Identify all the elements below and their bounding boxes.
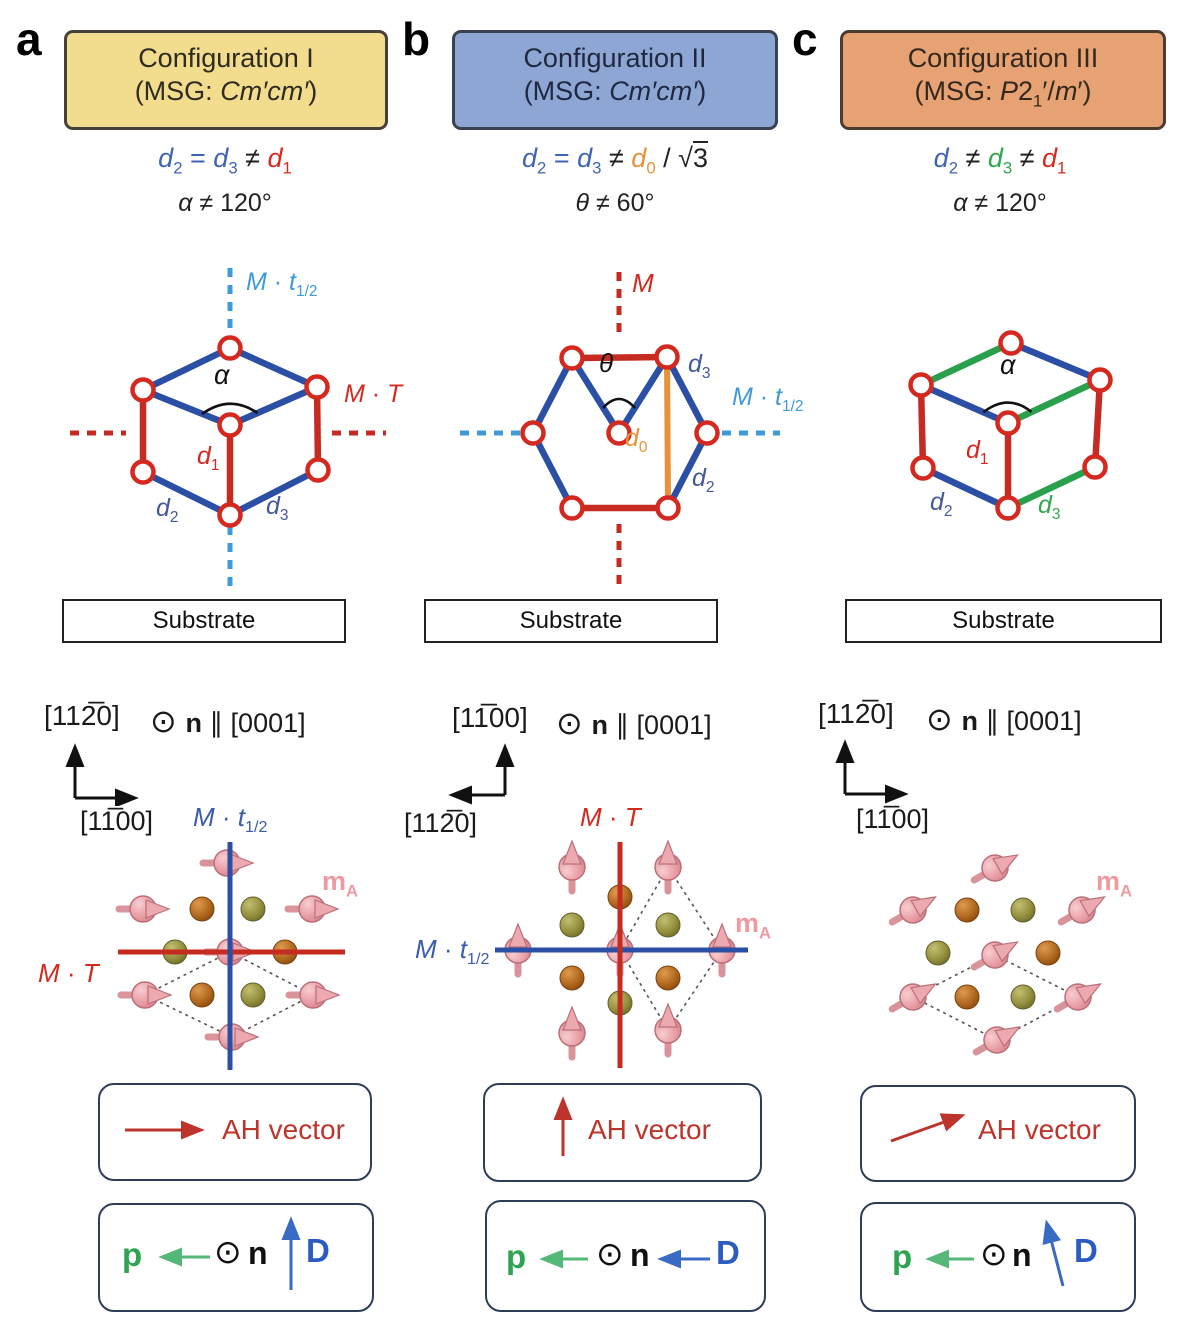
- structure-mirror-h-label-a: M · T: [38, 958, 99, 988]
- axis-up-label-c: [112̅0]: [818, 698, 894, 729]
- axis-side-label-a: [11̅00]: [80, 806, 154, 836]
- axis-side-label-c: [11̅00]: [856, 804, 930, 834]
- mirror-time-label-a: M · T: [344, 380, 403, 408]
- moment-label-c: $m_A$: [1096, 866, 1133, 901]
- d3-label-b: $d_3$: [688, 350, 711, 382]
- pink-atom-with-spin: [559, 841, 585, 891]
- atoms-layer: [886, 845, 1111, 1063]
- brown-atom: [1036, 941, 1060, 965]
- lattice-diagram-c: [830, 285, 1170, 545]
- pink-atom-with-spin: [970, 1016, 1026, 1064]
- olive-atom: [241, 983, 265, 1007]
- d2-label-a: $d_2$: [156, 494, 179, 526]
- axis-arrows-b: [440, 738, 525, 808]
- config-header-a: [64, 30, 388, 130]
- structure-mirror-v-label-b: M · T: [580, 802, 641, 832]
- pink-atom-with-spin: [886, 973, 942, 1021]
- olive-atom: [1011, 985, 1035, 1009]
- axis-arrows-a: [58, 736, 148, 806]
- config-title-a: Configuration I: [138, 43, 314, 73]
- pink-atom-with-spin: [121, 982, 171, 1008]
- d2-label-b: $d_2$: [692, 464, 715, 496]
- odot-icon: ⊙: [214, 1233, 242, 1270]
- olive-atom: [241, 897, 265, 921]
- structure-mirror-h-label-b: $M \cdot t_{1/2}$: [415, 934, 490, 969]
- axis-up-label-b: [11̅00]: [452, 702, 528, 733]
- atomic-structure-b: [480, 840, 760, 1075]
- pink-atom-with-spin: [655, 1004, 681, 1054]
- pink-atom-with-spin: [119, 896, 169, 922]
- d1-label-a: $d_1$: [197, 442, 220, 474]
- alpha-label-a: α: [214, 360, 230, 390]
- moment-label-a: $m_A$: [322, 866, 359, 901]
- theta-angle-arc: [603, 399, 635, 408]
- brown-atom: [955, 985, 979, 1009]
- olive-atom: [560, 913, 584, 937]
- panel-letter-c: c: [792, 13, 818, 65]
- ah-vector-label-b: AH vector: [588, 1114, 711, 1145]
- olive-atom: [1011, 898, 1035, 922]
- bond-relation-b: $d_2 = d_3 \ne d_0 / √3$: [521, 143, 708, 178]
- p-arrow-left-icon: [920, 1248, 978, 1270]
- surface-normal-label-a: ⊙ n ∥ [0001]: [150, 703, 306, 739]
- config-title-c: Configuration III: [907, 43, 1099, 73]
- pink-atom-with-spin: [288, 896, 338, 922]
- pink-atom-with-spin: [886, 886, 942, 934]
- mirror-translation-label-b: $M \cdot t_{1/2}$: [732, 383, 804, 415]
- alpha-label-c: α: [1000, 350, 1016, 380]
- odot-icon: ⊙: [980, 1235, 1008, 1272]
- bond-relation-c: $d_2 \ne d_3 \ne d_1$: [933, 143, 1067, 178]
- d1-label-c: $d_1$: [966, 436, 989, 468]
- config-msg-c: (MSG: $P2_1'/m'$): [914, 75, 1092, 111]
- axis-up-label-a: [112̅0]: [44, 700, 120, 731]
- surface-normal-label-c: ⊙ n ∥ [0001]: [926, 701, 1082, 737]
- normal-label-a: n: [248, 1235, 268, 1271]
- lattice-diagram-b: [430, 262, 800, 592]
- pink-atom-with-spin: [559, 1007, 585, 1057]
- d0-label-b: $d_0$: [625, 424, 648, 456]
- angle-relation-b: θ ≠ 60°: [575, 189, 655, 217]
- structure-mirror-v-label-a: $M \cdot t_{1/2}$: [193, 802, 268, 837]
- d3-label-a: $d_3$: [266, 492, 289, 524]
- p-arrow-left-icon: [534, 1248, 592, 1270]
- normal-label-b: n: [630, 1237, 650, 1273]
- displacement-label-a: D: [306, 1232, 330, 1269]
- polarization-label-b: p: [506, 1238, 527, 1275]
- ah-arrow-diagonal-icon: [885, 1103, 975, 1147]
- displacement-label-b: D: [716, 1234, 740, 1271]
- odot-icon: ⊙: [596, 1235, 624, 1272]
- pink-atom-with-spin: [968, 845, 1024, 891]
- config-header-c: [840, 30, 1166, 130]
- theta-label-b: θ: [599, 348, 614, 378]
- d2-label-c: $d_2$: [930, 488, 953, 520]
- d-arrow-up-icon: [274, 1210, 308, 1298]
- angle-relation-c: α ≠ 120°: [953, 189, 1047, 217]
- substrate-box-c: Substrate: [845, 599, 1162, 643]
- moment-label-b: $m_A$: [735, 908, 772, 943]
- d-arrow-left-icon: [652, 1248, 714, 1270]
- angle-relation-a: α ≠ 120°: [178, 189, 272, 217]
- brown-atom: [955, 898, 979, 922]
- panel-letter-a: a: [16, 13, 42, 65]
- pink-atom-with-spin: [968, 931, 1024, 979]
- polarization-label-c: p: [892, 1238, 913, 1275]
- d-arrow-up-left-icon: [1032, 1212, 1078, 1294]
- polarization-label-a: p: [122, 1236, 143, 1273]
- p-arrow-left-icon: [152, 1246, 214, 1268]
- ah-arrow-up-icon: [548, 1092, 578, 1164]
- config-title-b: Configuration II: [523, 43, 707, 73]
- substrate-box-a: Substrate: [62, 599, 346, 643]
- d3-label-c: $d_3$: [1038, 491, 1061, 523]
- mirror-label-b: M: [632, 268, 654, 298]
- panel-letter-b: b: [402, 13, 431, 65]
- lattice-diagram-a: [40, 262, 410, 592]
- config-msg-b: (MSG: Cm′cm′): [523, 75, 707, 106]
- surface-normal-label-b: ⊙ n ∥ [0001]: [556, 705, 712, 741]
- brown-atom: [190, 897, 214, 921]
- displacement-label-c: D: [1074, 1232, 1098, 1269]
- bond-relation-a: $d_2 = d_3 \ne d_1$: [158, 143, 292, 178]
- brown-atom: [190, 983, 214, 1007]
- ah-arrow-right-icon: [120, 1116, 215, 1144]
- config-header-b: [452, 30, 778, 130]
- mirror-translation-label-a: $M \cdot t_{1/2}$: [246, 268, 318, 300]
- pink-atom-with-spin: [1051, 973, 1107, 1021]
- brown-atom: [560, 966, 584, 990]
- axis-side-label-b: [112̅0]: [404, 808, 478, 838]
- normal-label-c: n: [1012, 1237, 1032, 1273]
- config-msg-a: (MSG: Cm′cm′): [134, 75, 318, 106]
- ah-vector-label-a: AH vector: [222, 1114, 345, 1145]
- ah-vector-label-c: AH vector: [978, 1114, 1101, 1145]
- olive-atom: [656, 913, 680, 937]
- brown-atom: [656, 966, 680, 990]
- olive-atom: [926, 941, 950, 965]
- axis-arrows-c: [828, 734, 918, 804]
- substrate-box-b: Substrate: [424, 599, 718, 643]
